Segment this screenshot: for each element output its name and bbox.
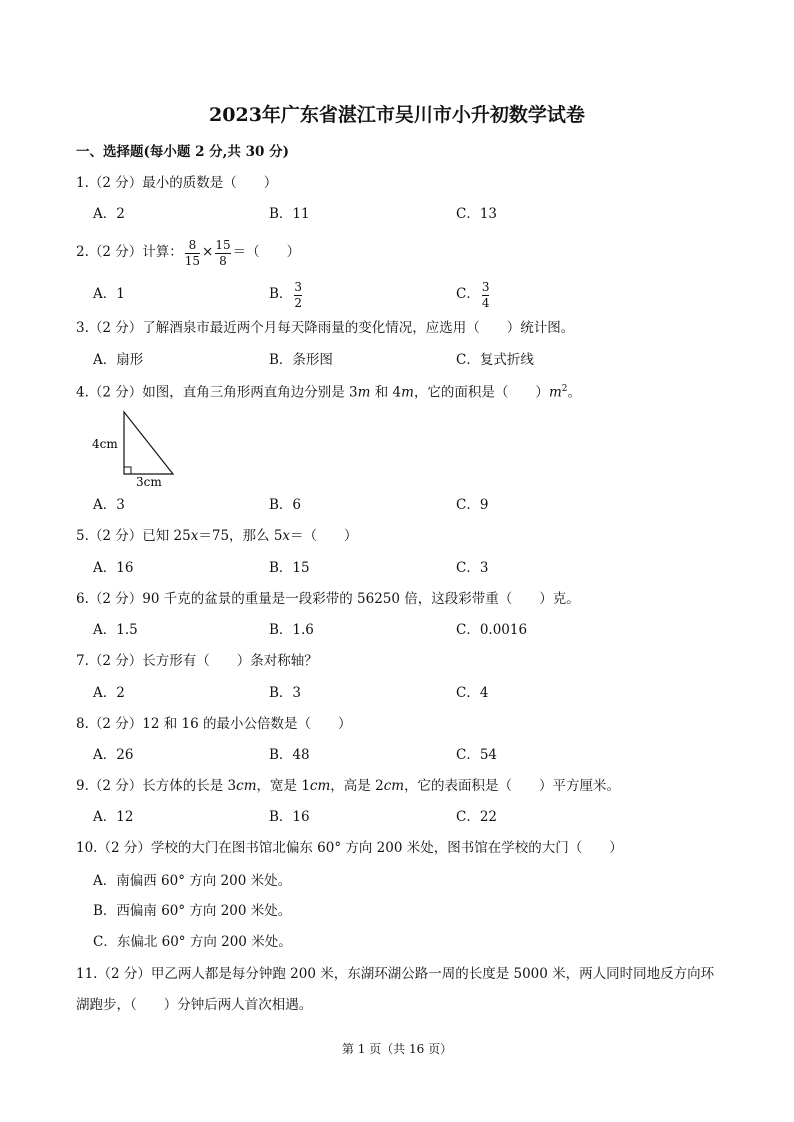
q5-stem-a: 5.（2 分）已知 25: [76, 528, 191, 544]
q2-prefix: 2.（2 分）计算：: [76, 244, 183, 261]
triangle-shape: [124, 412, 173, 474]
q1-option-b: B．11: [269, 206, 310, 222]
q6-option-b: B．1.6: [269, 622, 314, 638]
q10-option-b: B．西偏南 60° 方向 200 米处。: [93, 903, 292, 919]
q8-option-b: B．48: [269, 747, 310, 763]
q8-option-c: C．54: [456, 747, 498, 763]
triangle-height-label: 4cm: [92, 437, 118, 451]
q1-option-a: A．2: [93, 206, 125, 222]
question-2: [76, 236, 300, 270]
q2-f2-numerator: 15: [215, 237, 231, 252]
q2-b-numerator: 3: [294, 279, 303, 294]
q3-option-b: B．条形图: [269, 352, 333, 368]
question-11-line-1: 11.（2 分）甲乙两人都是每分钟跑 200 米，东湖环湖公路一周的长度是 5000 米，两人同时同地反方向环: [76, 966, 715, 982]
question-11-line-2: 湖跑步，（ ）分钟后两人首次相遇。: [76, 997, 313, 1013]
q4-unit-m1: m: [357, 384, 371, 401]
q6-option-c: C．0.0016: [456, 622, 528, 638]
question-4: [76, 385, 581, 400]
q7-option-b: B．3: [269, 685, 302, 701]
q9-unit-1: cm: [236, 778, 257, 794]
q5-stem-b: ＝75，那么 5: [198, 528, 283, 544]
q2-c-denominator: 4: [481, 295, 490, 310]
q3-option-c: C．复式折线: [456, 352, 534, 368]
section-heading: 一、选择题(每小题 2 分,共 30 分): [76, 144, 289, 160]
q9-option-a: A．12: [93, 809, 134, 825]
right-triangle-figure: [90, 408, 190, 490]
q2-c-numerator: 3: [481, 279, 490, 294]
q2-b-denominator: 2: [294, 295, 303, 310]
q4-option-a: A．3: [93, 497, 125, 513]
question-8: 8.（2 分）12 和 16 的最小公倍数是（ ）: [76, 716, 352, 732]
q4-answer-unit: m: [548, 384, 562, 401]
q2-suffix: ＝（ ）: [232, 244, 301, 261]
q4-stem-end: 。: [567, 384, 581, 401]
question-6: 6.（2 分）90 千克的盆景的重量是一段彩带的 56250 倍，这段彩带重（ ）克。: [76, 591, 580, 607]
q4-stem-c: ，它的面积是（ ）: [413, 384, 549, 401]
q2-option-c: [456, 278, 491, 312]
q4-unit-m2: m: [401, 384, 414, 401]
q2-f1-denominator: 15: [184, 253, 201, 268]
page-title: 2023年广东省湛江市吴川市小升初数学试卷: [209, 104, 585, 126]
q5-variable-2: x: [282, 528, 291, 544]
q9-s2: ，宽是 1: [256, 778, 310, 794]
right-angle-mark: [124, 467, 131, 474]
q10-option-c: C．东偏北 60° 方向 200 米处。: [93, 934, 292, 950]
q9-option-b: B．16: [269, 809, 310, 825]
q2-times: ×: [202, 244, 214, 261]
q9-s4: ，它的表面积是（ ）平方厘米。: [404, 778, 621, 794]
question-7: 7.（2 分）长方形有（ ）条对称轴？: [76, 653, 318, 669]
q2-option-c-fraction: [482, 281, 490, 309]
q9-unit-3: cm: [383, 778, 405, 794]
q3-option-a: A．扇形: [93, 352, 144, 368]
q2-f2-denominator: 8: [219, 253, 227, 268]
question-1: 1.（2 分）最小的质数是（ ）: [76, 175, 278, 191]
q5-option-b: B．15: [269, 560, 310, 576]
q4-option-c: C．9: [456, 497, 489, 513]
q2-option-a: A．1: [93, 286, 125, 302]
q5-stem-c: ＝（ ）: [290, 528, 358, 544]
page-footer: 第 1 页（共 16 页）: [341, 1042, 453, 1056]
q7-option-c: C．4: [456, 685, 489, 701]
q2-option-c-label: C．: [456, 286, 480, 303]
q4-stem-b: 和 4: [370, 384, 402, 401]
triangle-base-label: 3cm: [136, 475, 162, 489]
q2-option-b-label: B．: [269, 286, 293, 303]
q9-s3: ，高是 2: [330, 778, 384, 794]
q4-answer-unit-exponent: 2: [561, 384, 568, 394]
question-3: 3.（2 分）了解酒泉市最近两个月每天降雨量的变化情况，应选用（ ）统计图。: [76, 320, 575, 336]
q2-option-b-fraction: [294, 281, 302, 309]
q2-option-b: [269, 278, 304, 312]
q9-unit-2: cm: [309, 778, 331, 794]
question-5: [76, 530, 358, 544]
q2-f1-numerator: 8: [188, 237, 197, 252]
q5-variable-1: x: [190, 528, 199, 544]
q2-fraction-2: [215, 239, 230, 267]
q5-option-a: A．16: [93, 560, 134, 576]
q2-fraction-1: [185, 239, 200, 267]
q4-stem-a: 4.（2 分）如图，直角三角形两直角边分别是 3: [76, 384, 358, 401]
q6-option-a: A．1.5: [93, 622, 138, 638]
q7-option-a: A．2: [93, 685, 125, 701]
q5-option-c: C．3: [456, 560, 489, 576]
q9-s1: 9.（2 分）长方体的长是 3: [76, 778, 237, 794]
q8-option-a: A．26: [93, 747, 134, 763]
question-10: 10.（2 分）学校的大门在图书馆北偏东 60° 方向 200 米处，图书馆在学校的大门（ ）: [76, 840, 623, 856]
q4-option-b: B．6: [269, 497, 302, 513]
question-9: [76, 780, 620, 794]
q9-option-c: C．22: [456, 809, 498, 825]
q10-option-a: A．南偏西 60° 方向 200 米处。: [93, 873, 292, 889]
q1-option-c: C．13: [456, 206, 498, 222]
